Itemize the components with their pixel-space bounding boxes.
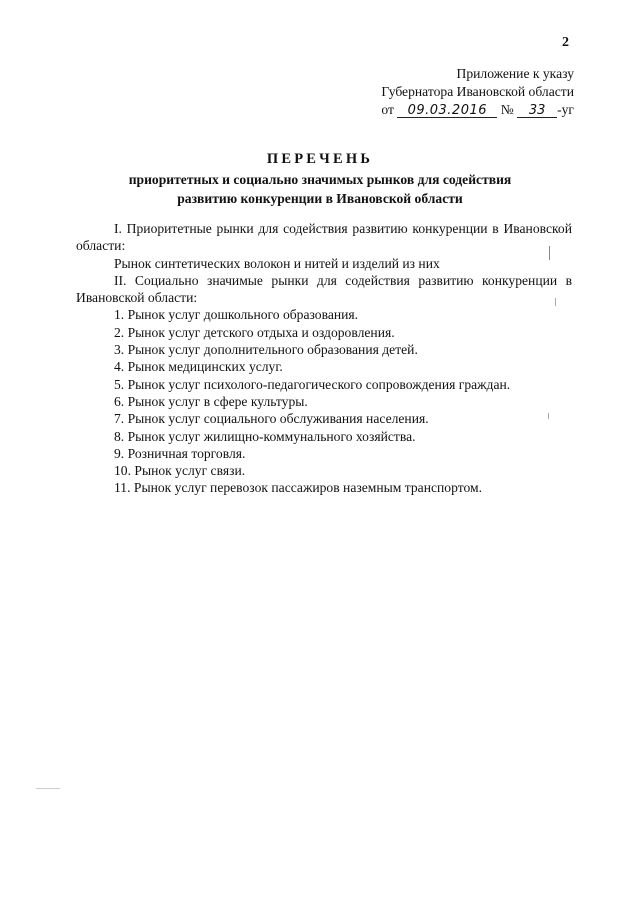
appendix-line2: Губернатора Ивановской области — [381, 84, 574, 99]
subtitle-line1: приоритетных и социально значимых рынков для содействия — [128, 172, 512, 187]
appendix-line1: Приложение к указу — [456, 66, 574, 81]
appendix-block — [381, 65, 574, 119]
scan-mark — [549, 246, 550, 260]
handwritten-number: 33 — [517, 104, 557, 118]
list-item: 7. Рынок услуг социального обслуживания населения. — [114, 411, 429, 427]
subtitle-line2: развитию конкуренции в Ивановской области — [177, 191, 463, 206]
document-title: ПЕРЕЧЕНЬ — [266, 151, 374, 167]
document-subtitle — [0, 170, 640, 208]
scan-speck — [36, 788, 60, 789]
from-label: от — [381, 102, 394, 117]
list-item: 4. Рынок медицинских услуг. — [114, 359, 283, 375]
list-item: 1. Рынок услуг дошкольного образования. — [114, 307, 359, 323]
number-suffix: -уг — [557, 102, 574, 117]
section1-heading: I. Приоритетные рынки для содействия развитию конкуренции в Ивановской области: — [76, 221, 572, 254]
list-item: 3. Рынок услуг дополнительного образования детей. — [114, 342, 418, 358]
scan-speck — [555, 298, 556, 306]
list-item: 5. Рынок услуг психолого-педагогического сопровождения граждан. — [114, 376, 511, 392]
section1-market: Рынок синтетических волокон и нитей и изделий из них — [114, 255, 440, 271]
number-label: № — [500, 102, 514, 117]
appendix-line3 — [381, 101, 574, 119]
list-item: 6. Рынок услуг в сфере культуры. — [114, 393, 308, 409]
scan-speck — [548, 413, 549, 419]
handwritten-date: 09.03.2016 — [397, 104, 497, 118]
page-number: 2 — [562, 35, 569, 50]
document-body — [76, 220, 572, 497]
section2-heading: II. Социально значимые рынки для содействия развитию конкуренции в Ивановской области: — [76, 272, 572, 306]
list-item: 8. Рынок услуг жилищно-коммунального хозяйства. — [114, 428, 416, 444]
list-item: 11. Рынок услуг перевозок пассажиров наземным транспортом. — [114, 480, 482, 496]
list-item: 10. Рынок услуг связи. — [114, 463, 246, 479]
list-item: 9. Розничная торговля. — [114, 445, 246, 461]
list-item: 2. Рынок услуг детского отдыха и оздоровления. — [114, 324, 395, 340]
